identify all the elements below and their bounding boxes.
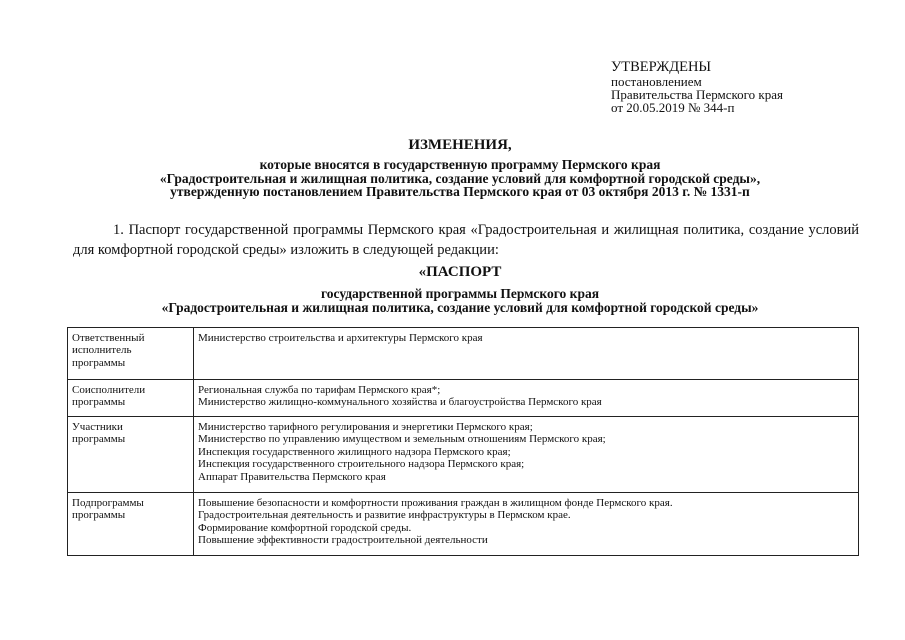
row-content-line: Министерство тарифного регулирования и энергетики Пермского края; <box>198 421 533 433</box>
body-paragraph: 1. Паспорт государственной программы Пермского края «Градостроительная и жилищная политика, создание условий для комфортной городской среды» изложить в следующей редакции: <box>73 222 859 258</box>
table-row <box>68 417 859 493</box>
passport-table <box>67 327 859 556</box>
table-row <box>68 328 859 380</box>
row-content-line: Министерство жилищно-коммунального хозяйства и благоустройства Пермского края <box>198 396 602 409</box>
row-content-cell <box>194 493 859 556</box>
row-label-line: исполнитель <box>72 344 132 357</box>
row-content-cell <box>194 417 859 493</box>
subtitle-line: которые вносятся в государственную программу Пермского края <box>259 157 661 172</box>
row-label-line: Соисполнители <box>72 384 146 396</box>
approval-line: от 20.05.2019 № 344-п <box>611 100 735 115</box>
row-content-line: Региональная служба по тарифам Пермского края*; <box>198 384 441 396</box>
row-content-line: Министерство по управлению имуществом и земельным отношениям Пермского края; <box>198 433 606 446</box>
row-label-cell <box>68 493 194 556</box>
row-content-line: Министерство строительства и архитектуры Пермского края <box>198 332 483 344</box>
row-label-line: Ответственный <box>72 332 145 344</box>
approval-heading: УТВЕРЖДЕНЫ <box>611 59 712 75</box>
approval-line: постановлением <box>611 74 702 89</box>
passport-subtitle-line: государственной программы Пермского края <box>320 286 600 301</box>
approval-line: Правительства Пермского края <box>611 87 783 102</box>
row-label-cell <box>68 380 194 417</box>
row-label-cell <box>68 328 194 380</box>
row-label-line: программы <box>72 433 126 446</box>
passport-subtitle-line: «Градостроительная и жилищная политика, создание условий для комфортной городской среды» <box>161 299 759 315</box>
row-content-line: Повышение эффективности градостроительной деятельности <box>198 534 488 547</box>
row-label-cell <box>68 417 194 493</box>
row-content-cell <box>194 380 859 417</box>
row-content-cell <box>194 328 859 380</box>
document-subtitle <box>60 158 860 199</box>
row-label-line: программы <box>72 509 126 522</box>
row-content-line: Формирование комфортной городской среды. <box>198 521 412 534</box>
row-label-line: Участники <box>72 421 123 433</box>
document-title: ИЗМЕНЕНИЯ, <box>408 137 512 153</box>
row-content-line: Инспекция государственного строительного надзора Пермского края; <box>198 458 525 471</box>
subtitle-line: «Градостроительная и жилищная политика, создание условий для комфортной городской среды», <box>159 170 761 186</box>
approval-stamp <box>611 60 891 114</box>
row-content-line: Градостроительная деятельность и развитие инфраструктуры в Пермском крае. <box>198 509 571 522</box>
row-label-line: программы <box>72 356 126 369</box>
passport-subtitle <box>60 287 860 314</box>
row-content-line: Аппарат Правительства Пермского края <box>198 470 386 483</box>
row-content-line: Инспекция государственного жилищного надзора Пермского края; <box>198 445 511 458</box>
row-label-line: программы <box>72 396 126 409</box>
table-row <box>68 493 859 556</box>
row-label-line: Подпрограммы <box>72 497 144 509</box>
row-content-line: Повышение безопасности и комфортности проживания граждан в жилищном фонде Пермского края. <box>198 497 673 509</box>
passport-heading: «ПАСПОРТ <box>418 264 502 280</box>
table-row <box>68 380 859 417</box>
subtitle-line: утвержденную постановлением Правительства Пермского края от 03 октября 2013 г. № 1331-п <box>170 184 750 199</box>
